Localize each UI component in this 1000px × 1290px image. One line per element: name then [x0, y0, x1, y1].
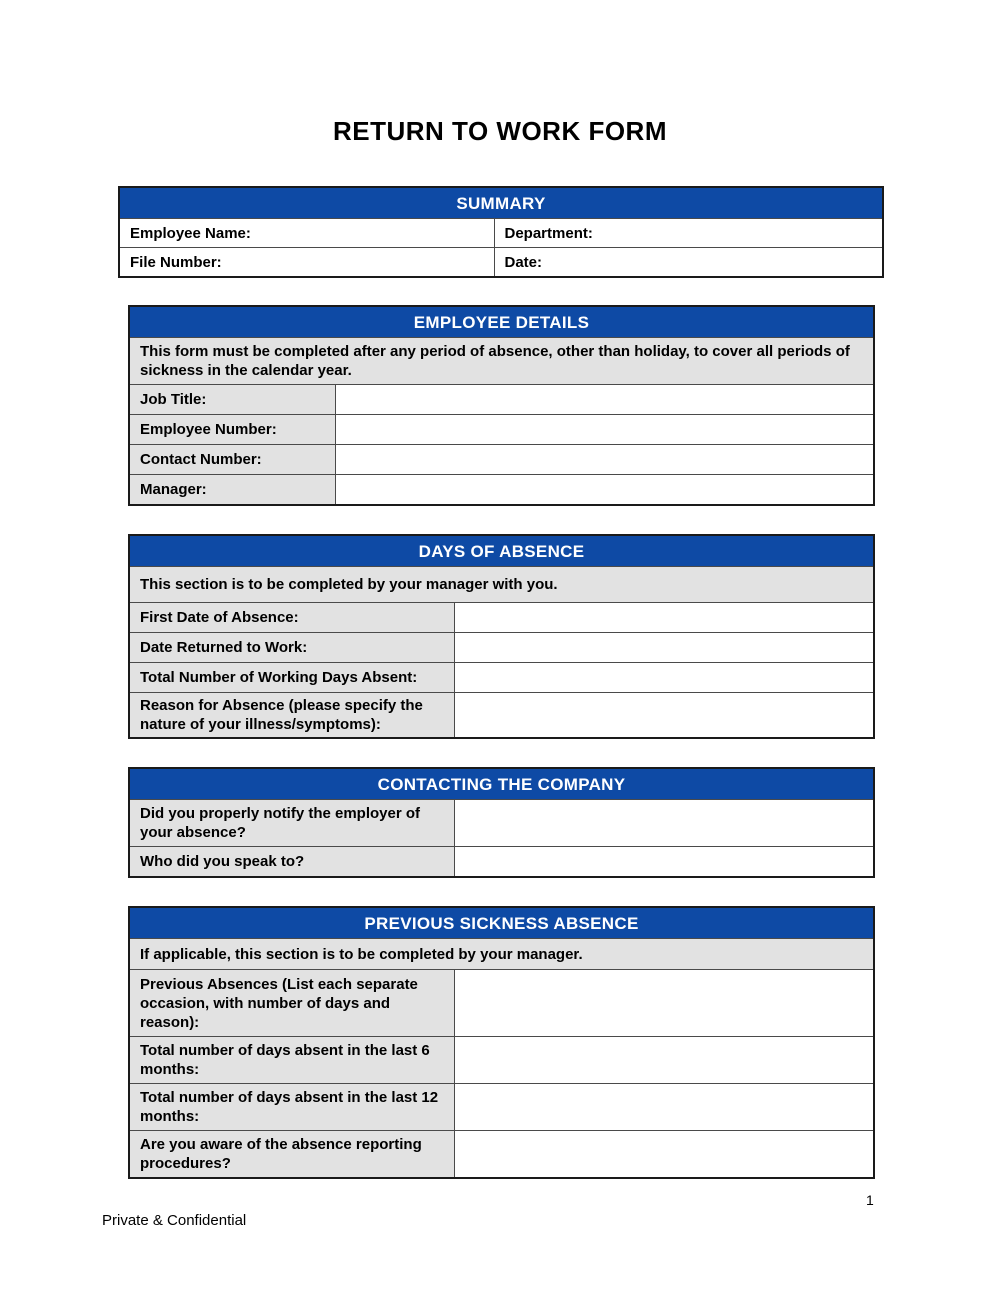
days-absent-12-months-label: Total number of days absent in the last 12 months:	[129, 1084, 454, 1131]
contacting-company-section-header: CONTACTING THE COMPANY	[129, 768, 874, 800]
notify-employer-label: Did you properly notify the employer of your absence?	[129, 800, 454, 847]
days-of-absence-note: This section is to be completed by your manager with you.	[129, 567, 874, 603]
previous-absences-value-cell[interactable]	[454, 970, 874, 1037]
date-returned-to-work-label: Date Returned to Work:	[129, 633, 454, 663]
total-working-days-absent-label: Total Number of Working Days Absent:	[129, 663, 454, 693]
contact-number-label: Contact Number:	[129, 445, 335, 475]
reason-for-absence-value-cell[interactable]	[454, 693, 874, 739]
job-title-label: Job Title:	[129, 385, 335, 415]
days-of-absence-section-header: DAYS OF ABSENCE	[129, 535, 874, 567]
previous-sickness-note: If applicable, this section is to be completed by your manager.	[129, 939, 874, 970]
employee-name-field[interactable]: Employee Name:	[119, 219, 494, 248]
days-absent-12-months-value-cell[interactable]	[454, 1084, 874, 1131]
department-field[interactable]: Department:	[494, 219, 883, 248]
aware-of-reporting-procedures-value-cell[interactable]	[454, 1131, 874, 1179]
employee-number-label: Employee Number:	[129, 415, 335, 445]
contact-number-value-cell[interactable]	[335, 445, 874, 475]
file-number-field[interactable]: File Number:	[119, 248, 494, 278]
contacting-company-table	[128, 767, 875, 878]
reason-for-absence-label: Reason for Absence (please specify the nature of your illness/symptoms):	[129, 693, 454, 739]
previous-absences-label: Previous Absences (List each separate occasion, with number of days and reason):	[129, 970, 454, 1037]
date-field[interactable]: Date:	[494, 248, 883, 278]
employee-number-value-cell[interactable]	[335, 415, 874, 445]
notify-employer-value-cell[interactable]	[454, 800, 874, 847]
page-title: RETURN TO WORK FORM	[333, 116, 667, 146]
previous-sickness-table	[128, 906, 875, 1179]
footer-confidential-text: Private & Confidential	[102, 1212, 247, 1229]
days-absent-6-months-label: Total number of days absent in the last 6 months:	[129, 1037, 454, 1084]
who-did-you-speak-to-value-cell[interactable]	[454, 847, 874, 878]
summary-section-header: SUMMARY	[119, 187, 883, 219]
page-number: 1	[866, 1192, 874, 1208]
who-did-you-speak-to-label: Who did you speak to?	[129, 847, 454, 878]
summary-table	[118, 186, 884, 278]
aware-of-reporting-procedures-label: Are you aware of the absence reporting procedures?	[129, 1131, 454, 1179]
manager-label: Manager:	[129, 475, 335, 506]
manager-value-cell[interactable]	[335, 475, 874, 506]
date-returned-to-work-value-cell[interactable]	[454, 633, 874, 663]
first-date-of-absence-value-cell[interactable]	[454, 603, 874, 633]
employee-details-section-header: EMPLOYEE DETAILS	[129, 306, 874, 338]
employee-details-note: This form must be completed after any period of absence, other than holiday, to cover all periods of sickness in the calendar year.	[129, 338, 874, 385]
total-working-days-absent-value-cell[interactable]	[454, 663, 874, 693]
days-absent-6-months-value-cell[interactable]	[454, 1037, 874, 1084]
job-title-value-cell[interactable]	[335, 385, 874, 415]
first-date-of-absence-label: First Date of Absence:	[129, 603, 454, 633]
days-of-absence-table	[128, 534, 875, 739]
employee-details-table	[128, 305, 875, 506]
previous-sickness-section-header: PREVIOUS SICKNESS ABSENCE	[129, 907, 874, 939]
